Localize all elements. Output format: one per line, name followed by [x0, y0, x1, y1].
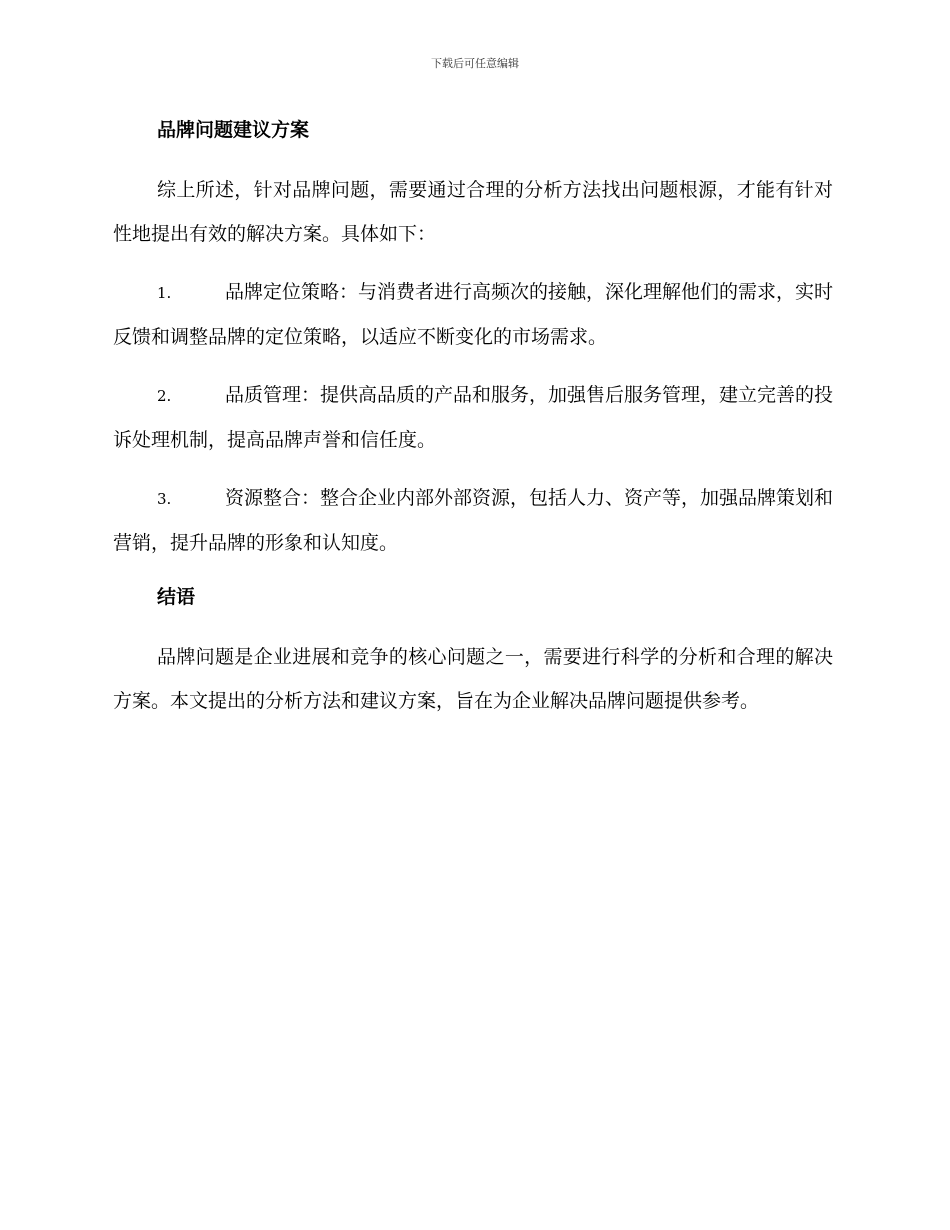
- section-title-conclusion: 结语: [157, 586, 196, 608]
- list-item: [113, 373, 833, 462]
- list-item: [113, 270, 833, 359]
- section-title-suggestions: 品牌问题建议方案: [157, 119, 310, 141]
- conclusion-paragraph: 品牌问题是企业进展和竞争的核心问题之一，需要进行科学的分析和合理的解决方案。本文提出的分析方法和建议方案，旨在为企业解决品牌问题提供参考。: [113, 646, 833, 712]
- list-item-number: 3.: [157, 490, 172, 508]
- list-item-text: 品牌定位策略：与消费者进行高频次的接触，深化理解他们的需求，实时反馈和调整品牌的定位策略，以适应不断变化的市场需求。: [113, 281, 834, 348]
- page-header-note: 下载后可任意编辑: [431, 57, 519, 70]
- list-item: [113, 476, 833, 565]
- list-item-text: 品质管理：提供高品质的产品和服务，加强售后服务管理，建立完善的投诉处理机制，提高品牌声誉和信任度。: [113, 384, 834, 451]
- list-item-number: 2.: [157, 387, 172, 405]
- list-item-text: 资源整合：整合企业内部外部资源，包括人力、资产等，加强品牌策划和营销，提升品牌的形象和认知度。: [113, 487, 834, 554]
- intro-paragraph: 综上所述，针对品牌问题，需要通过合理的分析方法找出问题根源，才能有针对性地提出有效的解决方案。具体如下：: [113, 179, 833, 245]
- list-item-number: 1.: [157, 284, 172, 302]
- document-content: [113, 112, 833, 737]
